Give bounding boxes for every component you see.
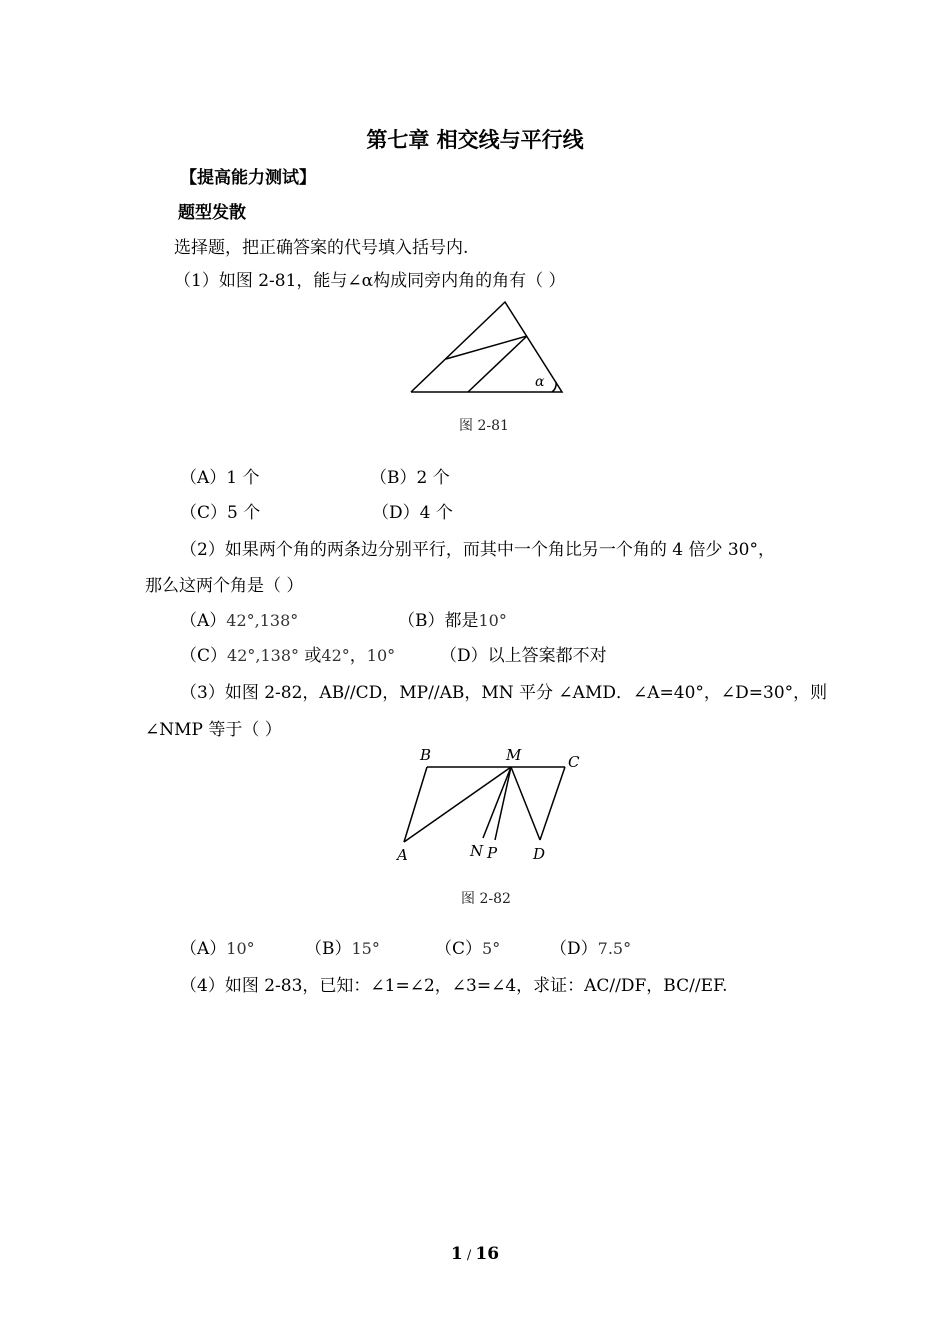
q2-option-b: [398, 606, 507, 631]
q2-option-a-label: （A）: [180, 611, 227, 631]
q3-option-b: [305, 934, 380, 959]
angle-alpha-arc: [552, 382, 556, 392]
q2-option-c-or: 或: [304, 646, 322, 666]
segment-am: [404, 767, 511, 842]
q3-option-c-label: （C）: [435, 939, 483, 959]
figure-2-81: [405, 296, 570, 396]
point-a-label: A: [397, 846, 408, 864]
point-n-label: N: [470, 842, 484, 860]
q3-option-d-value: 7.5°: [597, 939, 632, 958]
figure-2-81-caption: 图 2-81: [459, 418, 509, 434]
question-2-stem-line2: 那么这两个角是（ ）: [145, 576, 304, 596]
q2-option-c-sep: ，: [349, 646, 367, 666]
point-m-label: M: [506, 746, 522, 764]
segment-dc: [540, 767, 565, 840]
q3-option-b-value: 15°: [351, 939, 380, 958]
q2-option-a-value: 42°,138°: [226, 611, 299, 630]
page-number: [0, 1244, 950, 1264]
q1-option-b: （B）2 个: [370, 468, 450, 488]
question-2-stem-line1: （2）如果两个角的两条边分别平行，而其中一个角比另一个角的 4 倍少 30°，: [180, 540, 775, 560]
q2-option-c-value2: 42°: [321, 646, 350, 665]
q3-option-a-value: 10°: [226, 939, 255, 958]
question-3-stem-line1: （3）如图 2-82，AB//CD，MP//AB，MN 平分 ∠AMD．∠A=40°，∠D=30°，则: [180, 683, 828, 703]
q3-option-b-label: （B）: [305, 939, 352, 959]
figure-2-82-caption: 图 2-82: [461, 891, 511, 907]
question-3-stem-line2: ∠NMP 等于（ ）: [145, 720, 282, 740]
point-c-label: C: [568, 753, 580, 771]
q2-option-d: （D）以上答案都不对: [440, 646, 607, 666]
page-separator: /: [462, 1248, 476, 1263]
figure-2-82: [390, 742, 590, 868]
point-d-label: D: [533, 845, 546, 863]
subsection-heading: 题型发散: [178, 203, 246, 223]
q3-option-c: [435, 934, 500, 959]
q3-option-d-label: （D）: [550, 939, 598, 959]
segment-ab: [404, 767, 427, 842]
q3-option-a: [180, 934, 255, 959]
q3-option-d: [550, 934, 631, 959]
instruction-text: 选择题，把正确答案的代号填入括号内.: [174, 238, 469, 258]
point-p-label: P: [487, 844, 498, 862]
q2-option-c-label: （C）: [180, 646, 228, 666]
q2-option-a: [180, 606, 298, 631]
q3-option-c-value: 5°: [482, 939, 501, 958]
page-total: 16: [475, 1244, 500, 1264]
q1-option-a: （A）1 个: [180, 468, 260, 488]
question-4-stem: （4）如图 2-83，已知：∠1=∠2，∠3=∠4，求证：AC//DF，BC//EF.: [180, 976, 728, 996]
segment-md: [511, 767, 540, 840]
q2-option-c-value3: 10°: [366, 646, 396, 665]
page-current: 1: [450, 1244, 463, 1264]
q2-option-b-value: 10°: [478, 611, 507, 630]
q2-option-c: [180, 641, 395, 666]
q2-option-c-value1: 42°,138°: [227, 646, 299, 665]
q1-option-d: （D）4 个: [372, 503, 453, 523]
point-b-label: B: [420, 746, 432, 764]
question-1-stem: （1）如图 2-81，能与∠α构成同旁内角的角有（ ）: [174, 271, 566, 291]
q1-option-c: （C）5 个: [180, 503, 261, 523]
page-title: 第七章 相交线与平行线: [366, 127, 584, 152]
section-heading: 【提高能力测试】: [180, 168, 316, 188]
q2-option-b-label: （B）都是: [398, 611, 479, 631]
angle-alpha-label: α: [535, 374, 545, 390]
q3-option-a-label: （A）: [180, 939, 227, 959]
